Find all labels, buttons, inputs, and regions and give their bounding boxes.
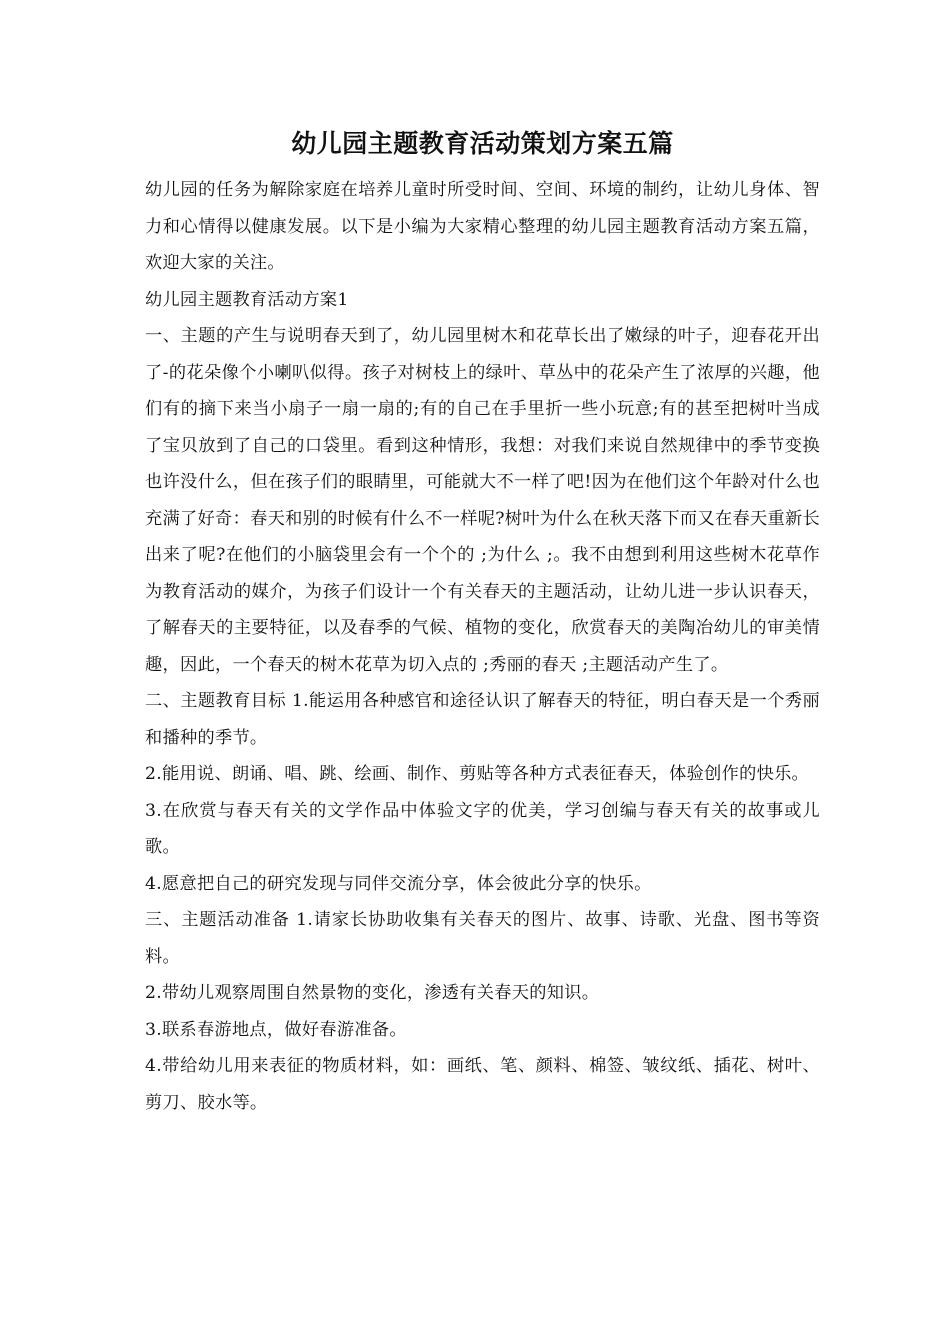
paragraph-goal-4: 4.愿意把自己的研究发现与同伴交流分享，体会彼此分享的快乐。 (145, 873, 652, 894)
paragraph-prep-2: 2.带幼儿观察周围自然景物的变化，渗透有关春天的知识。 (145, 983, 600, 1003)
paragraph-prep-4: 4.带给幼儿用来表征的物质材料，如：画纸、笔、颜料、棉签、皱纹纸、插花、树叶、剪刀、胶水等。 (145, 1056, 820, 1113)
intro-paragraph: 幼儿园的任务为解除家庭在培养儿童时所受时间、空间、环境的制约，让幼儿身体、智力和心情得以健康发展。以下是小编为大家精心整理的幼儿园主题教育活动方案五篇，欢迎大家的关注。 (145, 180, 820, 273)
paragraph-prep-1: 三、主题活动准备 1.请家长协助收集有关春天的图片、故事、诗歌、光盘、图书等资料。 (145, 910, 820, 967)
paragraph-prep-3: 3.联系春游地点，做好春游准备。 (145, 1019, 407, 1040)
section-heading: 幼儿园主题教育活动方案1 (145, 289, 349, 310)
paragraph-goal-3: 3.在欣赏与春天有关的文学作品中体验文字的优美，学习创编与春天有关的故事或儿歌。 (145, 800, 820, 857)
paragraph-goal-2: 2.能用说、朗诵、唱、跳、绘画、制作、剪贴等各种方式表征春天，体验创作的快乐。 (145, 764, 810, 784)
paragraph-goal-1: 二、主题教育目标 1.能运用各种感官和途径认识了解春天的特征，明白春天是一个秀丽和播种的季节。 (145, 691, 820, 748)
paragraph-theme-origin: 一、主题的产生与说明春天到了，幼儿园里树木和花草长出了嫩绿的叶子，迎春花开出了-的花朵像个小喇叭似得。孩子对树枝上的绿叶、草丛中的花朵产生了浓厚的兴趣，他们有的摘下来当小扇子一扇一扇的;有的自己在手里折一些小玩意;有的甚至把树叶当成了宝贝放到了自己的口袋里。看到这种情形，我想：对我们来说自然规律中的季节变换也许没什么，但在孩子们的眼睛里，可能就大不一样了吧!因为在他们这个年龄对什么也充满了好奇：春天和别的时候有什么不一样呢?树叶为什么在秋天落下而又在春天重新长出来了呢?在他们的小脑袋里会有一个个的 ;为什么 ;。我不由想到利用这些树木花草作为教育活动的媒介，为孩子们设计一个有关春天的主题活动，让幼儿进一步认识春天，了解春天的主要特征，以及春季的气候、植物的变化，欣赏春天的美陶冶幼儿的审美情趣，因此，一个春天的树木花草为切入点的 ;秀丽的春天 ;主题活动产生了。 (145, 326, 820, 675)
document-title: 幼儿园主题教育活动策划方案五篇 (291, 129, 674, 158)
